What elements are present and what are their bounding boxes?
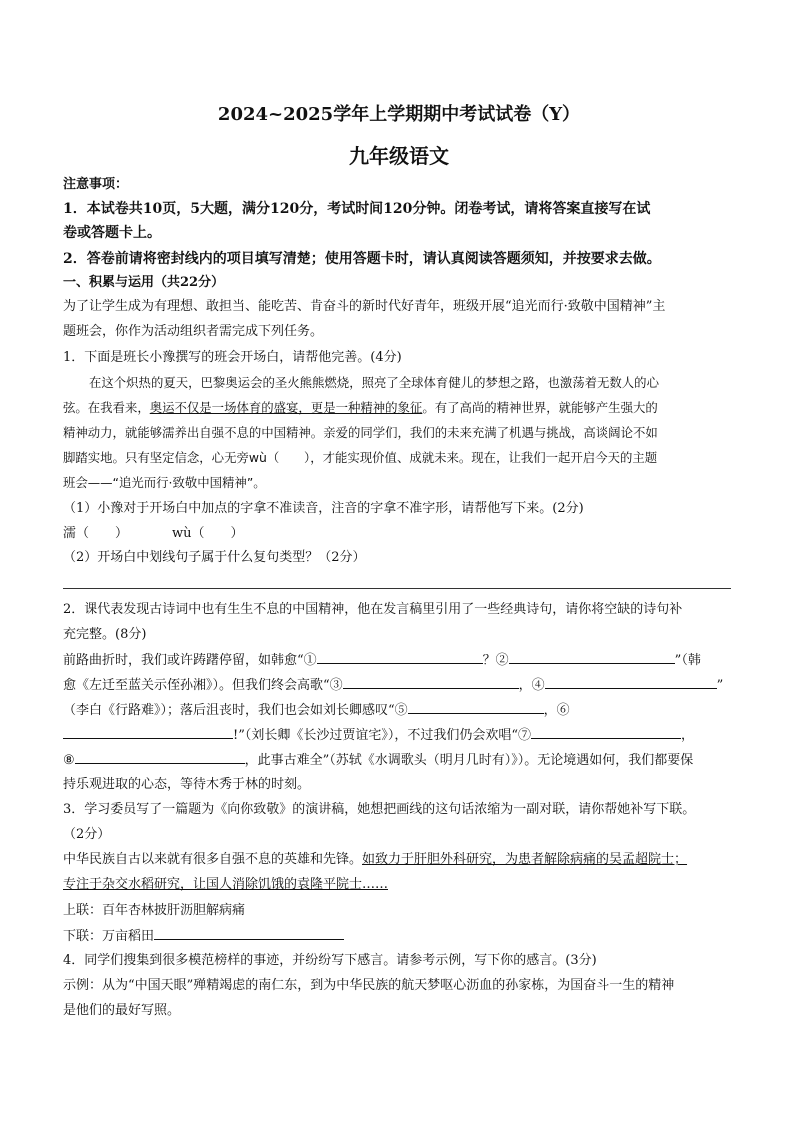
q2-text: !”（刘长卿《长沙过贾谊宅》），不过我们仍会欢唱“⑦ [233,728,532,743]
blank-2[interactable] [509,651,675,664]
q1-underlined-sentence: 奥运不仅是一场体育的盛宴，更是一种精神的象征 [149,400,423,415]
q3-stem-line-1: 3．学习委员写了一篇题为《向你致敬》的演讲稿，她想把画线的这句话浓缩为一副对联，请你帮她补写下联。 [63,802,696,817]
q2-line-6: 持乐观进取的心态，等待木秀于林的时刻。 [63,777,311,792]
blank-3[interactable] [343,676,519,689]
q2-text: ，⑥ [543,703,570,718]
q2-text: 愈《左迁至蓝关示侄孙湘》）。但我们终会高歌“③ [63,678,343,693]
q2-text: ” [716,678,724,693]
q2-text: ，④ [518,678,545,693]
q3-text-line-1 [63,851,735,869]
q4-example-line-2: 是他们的最好写照。 [63,1003,181,1018]
q4-stem: 4．同学们搜集到很多模范榜样的事迹，并纷纷写下感言。请参考示例，写下你的感言。(3分) [63,953,597,968]
q2-line-1 [63,651,735,670]
notes-heading: 注意事项： [63,177,129,192]
q1-passage-text: 弦。在我看来， [63,400,150,415]
q3-stem-line-2: （2分） [63,827,111,842]
q1-passage-line-3: 精神动力，就能够濡养出自强不息的中国精神。亲爱的同学们，我们的未来充满了机遇与挑战，高谈阔论不如 [63,425,658,440]
q3-underlined-text-line-2: 专注于杂交水稻研究，让国人消除饥饿的袁隆平院士…… [63,877,389,892]
q2-line-5 [63,751,735,770]
q1-passage-line-1: 在这个炽热的夏天，巴黎奥运会的圣火熊熊燃烧，照亮了全球体育健儿的梦想之路，也激荡着无数人的心 [89,375,659,390]
q2-text: ⑧ [63,753,75,768]
exam-title: 2024~2025学年上学期期中考试试卷（Y） [217,104,581,125]
q2-text: ， [681,728,695,743]
q3-lower-couplet-text: 下联：万亩稻田 [63,929,155,944]
q2-line-4 [63,726,735,745]
note-1-line-2: 卷或答题卡上。 [63,225,161,241]
q1-sub1-answers [63,525,735,543]
blank-7[interactable] [531,726,681,739]
q2-text: ，此事古难全”（苏轼《水调歌头（明月几时有）》）。无论境遇如何，我们都要保 [244,753,694,768]
q3-underlined-text: 如致力于肝胆外科研究，为患者解除病痛的吴孟超院士； [362,852,688,867]
blank-6[interactable] [63,726,233,739]
q1-sub1-answer-ru[interactable]: 濡（ ） [63,526,129,541]
section-1-intro-line-2: 题班会，你作为活动组织者需完成下列任务。 [63,324,324,339]
q2-line-2 [63,676,735,695]
exam-subtitle: 九年级语文 [349,144,449,168]
q2-text: 前路曲折时，我们或许踌躇停留，如韩愈“① [63,653,317,668]
q1-passage-text: 。有了高尚的精神世界，就能够产生强大的 [422,400,658,415]
note-1-line-1: 1．本试卷共10页，5大题，满分120分，考试时间120分钟。闭卷考试，请将答案直接写在试 [63,201,651,217]
q1-sub2-answer-line[interactable] [63,588,731,589]
q1-passage-line-5: 班会——“追光而行·致敬中国精神”。 [63,475,266,490]
q2-text: （李白《行路难》）；落后沮丧时，我们也会如刘长卿感叹“⑤ [63,703,408,718]
section-1-heading: 一、积累与运用（共22分） [63,275,225,290]
blank-1[interactable] [317,651,483,664]
q1-sub1: （1）小豫对于开场白中加点的字拿不准读音，注音的字拿不准字形，请帮他写下来。(2分) [63,501,584,516]
q1-sub1-answer-wu[interactable]: wù（ ） [172,526,244,541]
section-1-intro-line-1: 为了让学生成为有理想、敢担当、能吃苦、肯奋斗的新时代好青年，班级开展“追光而行·致敬中国精神”主 [63,299,666,314]
blank-8[interactable] [75,751,245,764]
q2-text: ？② [482,653,509,668]
q1-passage-line-2 [63,399,735,417]
q1-stem: 1．下面是班长小豫撰写的班会开场白，请帮他完善。(4分) [63,350,402,365]
q2-stem-line-1: 2．课代表发现古诗词中也有生生不息的中国精神，他在发言稿里引用了一些经典诗句，请你将空缺的诗句补 [63,602,683,617]
q1-sub2: （2）开场白中划线句子属于什么复句类型？（2分） [63,550,366,565]
note-2: 2．答卷前请将密封线内的项目填写清楚；使用答题卡时，请认真阅读答题须知，并按要求去做。 [63,251,661,267]
q2-text: ”（韩 [674,653,701,668]
q3-upper-couplet: 上联：百年杏林披肝沥胆解病痛 [63,903,246,918]
blank-4[interactable] [545,676,717,689]
q3-lower-blank[interactable] [154,927,344,940]
q4-example-line-1: 示例：从为“中国天眼”殚精竭虑的南仁东，到为中华民族的航天梦呕心沥血的孙家栋，为国奋斗一生的精神 [63,978,675,993]
q2-line-3 [63,701,735,720]
blank-5[interactable] [408,701,544,714]
q3-text: 中华民族自古以来就有很多自强不息的英雄和先锋。 [63,852,363,867]
q1-passage-line-4: 脚踏实地。只有坚定信念，心无旁wù（ ），才能实现价值、成就未来。现在，让我们一起开启今天的主题 [63,450,658,465]
q2-stem-line-2: 充完整。(8分) [63,627,147,642]
q3-lower-couplet [63,927,735,946]
